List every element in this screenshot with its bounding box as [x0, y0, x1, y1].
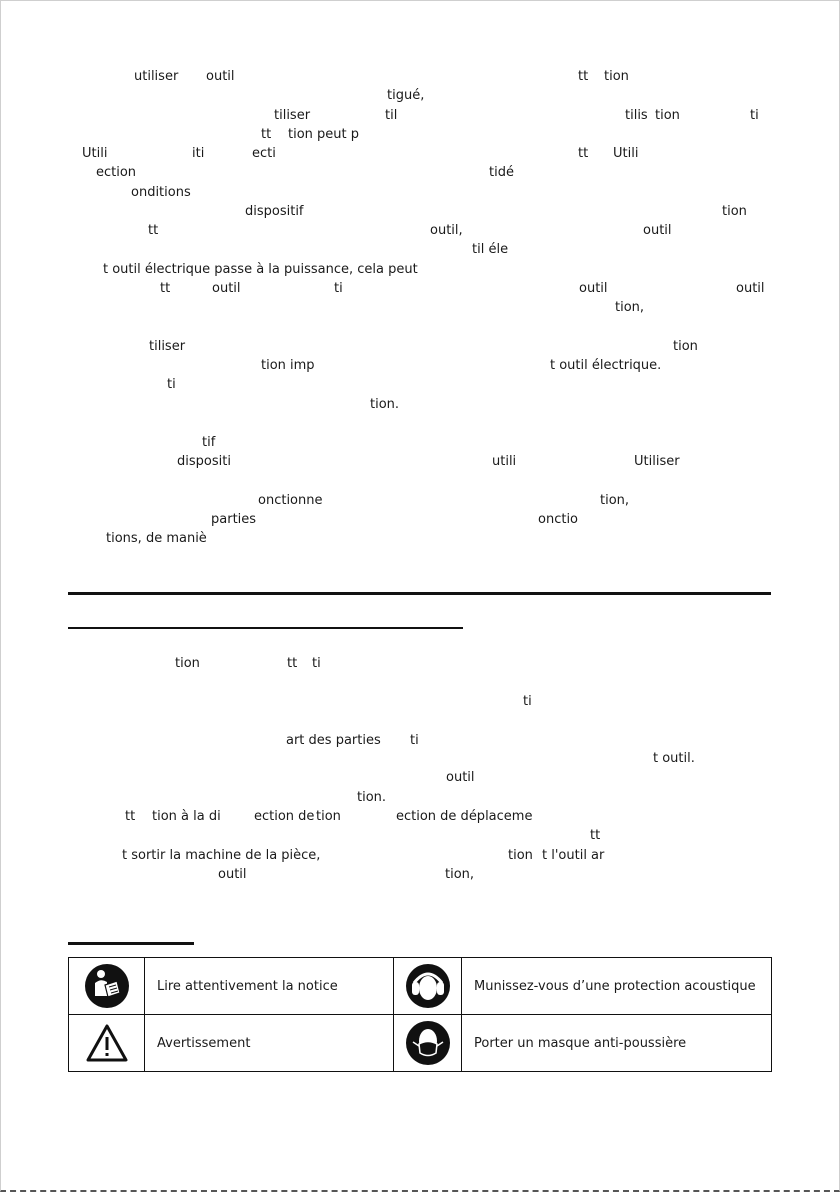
section-underline — [68, 627, 463, 629]
text-fragment: tt — [578, 69, 589, 84]
text-fragment: tion à la di — [152, 809, 221, 824]
text-fragment: tion — [175, 656, 200, 671]
text-fragment: tion peut p — [288, 127, 360, 142]
text-fragment: tigué, — [387, 88, 425, 103]
text-fragment: Utili — [613, 146, 639, 161]
text-fragment: t sortir la machine de la pièce, — [122, 848, 321, 863]
text-fragment: onctio — [538, 512, 579, 527]
read-manual-icon — [84, 963, 130, 1009]
text-fragment: tion, — [445, 867, 475, 882]
text-fragment: Utiliser — [634, 454, 680, 469]
text-fragment: tt — [125, 809, 136, 824]
text-fragment: tt — [148, 223, 159, 238]
text-fragment: tt — [590, 828, 601, 843]
text-fragment: til éle — [472, 242, 509, 257]
text-fragment: t outil électrique passe à la puissance, cela peut — [103, 262, 418, 277]
text-fragment: tt — [578, 146, 589, 161]
warning-triangle-icon — [85, 1023, 129, 1063]
text-fragment: t outil électrique. — [550, 358, 662, 373]
text-fragment: tions, de maniè — [106, 531, 207, 546]
section-divider — [68, 592, 771, 595]
text-fragment: outil — [206, 69, 235, 84]
text-fragment: onctionne — [258, 493, 323, 508]
symbol-label: Munissez-vous d’une protection acoustique — [462, 958, 772, 1015]
symbol-label: Lire attentivement la notice — [145, 958, 394, 1015]
text-fragment: ti — [312, 656, 321, 671]
text-fragment: ection de déplaceme — [396, 809, 533, 824]
text-fragment: tion — [655, 108, 680, 123]
symbol-cell — [394, 958, 462, 1015]
ear-protection-icon — [405, 963, 451, 1009]
text-fragment: tion — [722, 204, 747, 219]
text-fragment: utili — [492, 454, 517, 469]
text-fragment: dispositif — [245, 204, 304, 219]
text-fragment: tt — [160, 281, 171, 296]
symbol-label: Avertissement — [145, 1015, 394, 1072]
text-fragment: outil, — [430, 223, 463, 238]
text-fragment: outil — [218, 867, 247, 882]
symbol-cell — [394, 1015, 462, 1072]
text-fragment: tiliser — [149, 339, 186, 354]
text-fragment: ection — [96, 165, 137, 180]
text-fragment: tion, — [600, 493, 630, 508]
text-fragment: ti — [523, 694, 532, 709]
text-fragment: tidé — [489, 165, 514, 180]
dust-mask-icon — [405, 1020, 451, 1066]
text-fragment: tion. — [357, 790, 387, 805]
text-fragment: tion — [316, 809, 341, 824]
text-fragment: tilis — [625, 108, 648, 123]
text-fragment: outil — [643, 223, 672, 238]
text-fragment: tt — [261, 127, 272, 142]
text-fragment: tif — [202, 435, 216, 450]
text-fragment: utiliser — [134, 69, 179, 84]
text-fragment: tiliser — [274, 108, 311, 123]
text-fragment: ti — [750, 108, 759, 123]
text-fragment: t outil. — [653, 751, 695, 766]
text-fragment: ti — [334, 281, 343, 296]
symbol-label: Porter un masque anti-poussière — [462, 1015, 772, 1072]
symbol-cell — [69, 958, 145, 1015]
text-fragment: tion, — [615, 300, 645, 315]
symbols-heading-underline — [68, 942, 194, 945]
symbols-table — [68, 957, 772, 1072]
text-fragment: ection de — [254, 809, 315, 824]
symbol-cell — [69, 1015, 145, 1072]
text-fragment: tion — [673, 339, 698, 354]
text-fragment: tt — [287, 656, 298, 671]
text-fragment: iti — [192, 146, 205, 161]
text-fragment: t l'outil ar — [542, 848, 605, 863]
text-fragment: tion imp — [261, 358, 315, 373]
table-row — [69, 958, 772, 1015]
text-fragment: outil — [212, 281, 241, 296]
table-row — [69, 1015, 772, 1072]
text-fragment: outil — [736, 281, 765, 296]
text-fragment: outil — [579, 281, 608, 296]
text-fragment: tion — [604, 69, 629, 84]
text-fragment: tion. — [370, 397, 400, 412]
text-fragment: art des parties — [286, 733, 381, 748]
text-fragment: Utili — [82, 146, 108, 161]
text-fragment: ti — [410, 733, 419, 748]
text-fragment: ecti — [252, 146, 276, 161]
text-fragment: tion — [508, 848, 533, 863]
text-fragment: dispositi — [177, 454, 231, 469]
text-fragment: outil — [446, 770, 475, 785]
text-fragment: onditions — [131, 185, 191, 200]
text-fragment: til — [385, 108, 398, 123]
text-fragment: ti — [167, 377, 176, 392]
text-fragment: parties — [211, 512, 257, 527]
